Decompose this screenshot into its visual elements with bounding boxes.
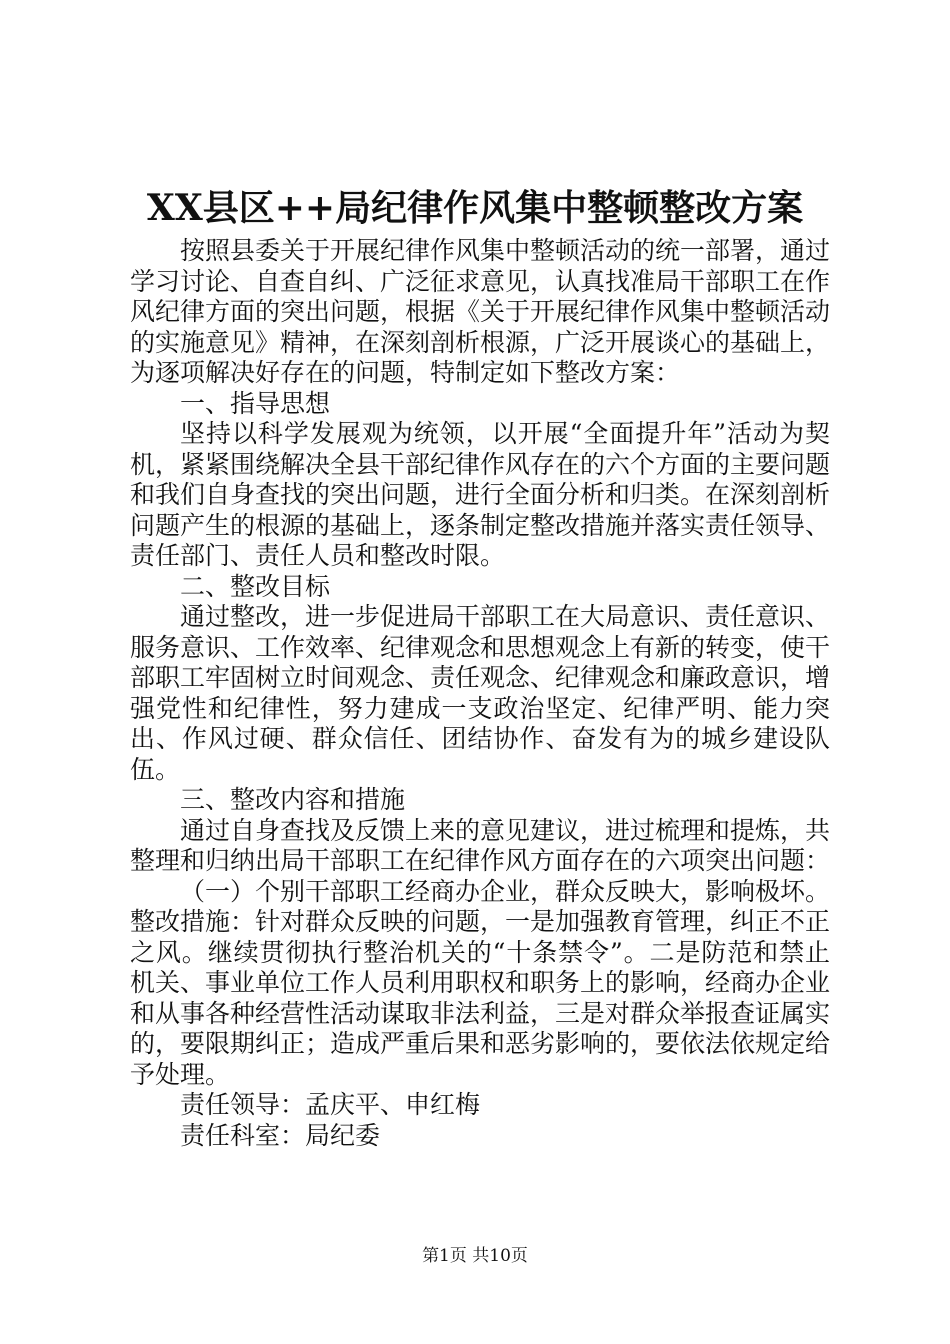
page-number-footer: 第1页 共10页 bbox=[422, 1246, 528, 1266]
document-body bbox=[130, 236, 830, 1151]
intro-paragraph: 按照县委关于开展纪律作风集中整顿活动的统一部署，通过学习讨论、自查自纠、广泛征求意见，认真找准局干部职工在作风纪律方面的突出问题，根据《关于开展纪律作风集中整顿活动的实施意见》精神，在深刻剖析根源，广泛开展谈心的基础上，为逐项解决好存在的问题，特制定如下整改方案： bbox=[130, 236, 831, 387]
responsible-leaders: 责任领导：孟庆平、申红梅 bbox=[180, 1090, 481, 1119]
responsible-office: 责任科室：局纪委 bbox=[180, 1120, 381, 1150]
section-heading-content-and-measures: 三、整改内容和措施 bbox=[180, 785, 406, 814]
guiding-ideology-paragraph: 坚持以科学发展观为统领，以开展“全面提升年”活动为契机，紧紧围绕解决全县干部纪律作风存在的六个方面的主要问题和我们自身查找的突出问题，进行全面分析和归类。在深刻剖析问题产生的根源的基础上，逐条制定整改措施并落实责任领导、责任部门、责任人员和整改时限。 bbox=[130, 419, 831, 570]
document-title: XX县区++局纪律作风集中整顿整改方案 bbox=[146, 187, 804, 229]
section-heading-rectification-goals: 二、整改目标 bbox=[180, 571, 331, 601]
rectification-goals-paragraph: 通过整改，进一步促进局干部职工在大局意识、责任意识、服务意识、工作效率、纪律观念和思想观念上有新的转变，使干部职工牢固树立时间观念、责任观念、纪律观念和廉政意识，增强党性和纪律性，努力建成一支政治坚定、纪律严明、能力突出、作风过硬、群众信任、团结协作、奋发有为的城乡建设队伍。 bbox=[130, 602, 831, 784]
content-and-measures-paragraph: 通过自身查找及反馈上来的意见建议，进过梳理和提炼，共整理和归纳出局干部职工在纪律作风方面存在的六项突出问题： bbox=[130, 815, 831, 875]
problem-item-1-paragraph: （一）个别干部职工经商办企业，群众反映大，影响极坏。整改措施：针对群众反映的问题，一是加强教育管理，纠正不正之风。继续贯彻执行整治机关的“十条禁令”。二是防范和禁止机关、事业单位工作人员利用职权和职务上的影响，经商办企业和从事各种经营性活动谋取非法利益，三是对群众举报查证属实的，要限期纠正；造成严重后果和恶劣影响的，要依法依规定给予处理。 bbox=[130, 876, 831, 1089]
section-heading-guiding-ideology: 一、指导思想 bbox=[180, 388, 331, 418]
